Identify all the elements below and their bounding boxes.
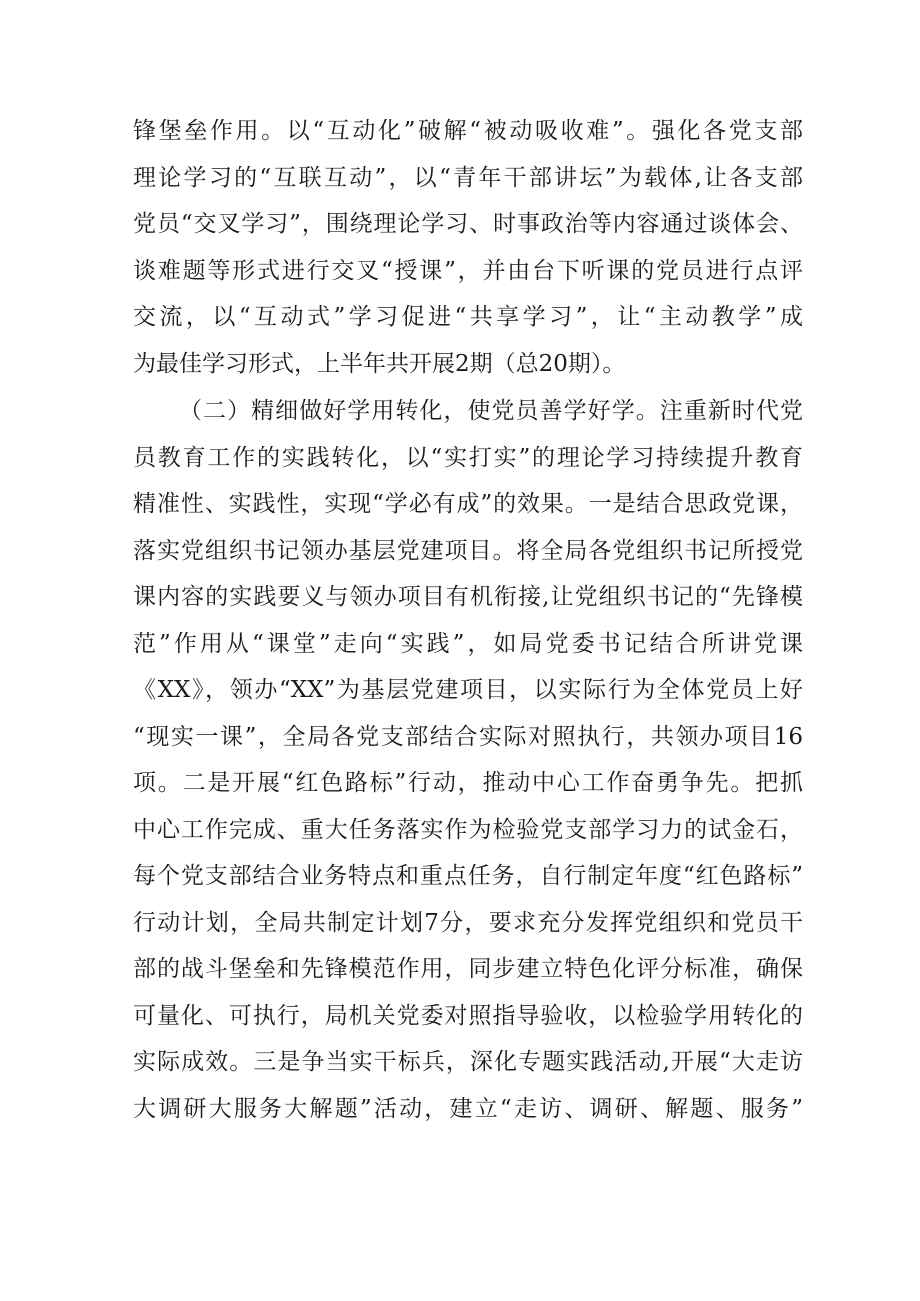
paragraph-line: 锋堡垒作用。以“互动化”破解“被动吸收难”。强化各党支部 <box>133 118 803 144</box>
paragraph-line: 落实党组织书记领办基层党建项目。将全局各党组织书记所授党 <box>133 537 803 564</box>
section-heading-line: （二）精细做好学用转化，使党员善学好学。注重新时代党 <box>179 398 803 424</box>
paragraph-line: 精准性、实践性，实现“学必有成”的效果。一是结合思政党课， <box>133 491 803 517</box>
paragraph-line: 谈难题等形式进行交叉“授课”，并由台下听课的党员进行点评 <box>133 257 803 284</box>
paragraph-line: 理论学习的“互联互动”，以“青年干部讲坛”为载体,让各支部 <box>133 164 803 191</box>
paragraph-line: 课内容的实践要义与领办项目有机衔接,让党组织书记的“先锋模 <box>133 584 803 610</box>
paragraph-line: 员教育工作的实践转化，以“实打实”的理论学习持续提升教育 <box>133 444 803 471</box>
paragraph-line: 为最佳学习形式，上半年共开展2期（总20期）。 <box>133 350 626 377</box>
paragraph-line: 每个党支部结合业务特点和重点任务，自行制定年度“红色路标” <box>133 863 803 889</box>
paragraph-line: 大调研大服务大解题”活动，建立“走访、调研、解题、服务” <box>133 1095 803 1122</box>
paragraph-line: “现实一课”，全局各党支部结合实际对照执行，共领办项目16 <box>133 723 803 750</box>
paragraph-line: 可量化、可执行，局机关党委对照指导验收，以检验学用转化的 <box>133 1002 803 1029</box>
paragraph-line: 中心工作完成、重大任务落实作为检验党支部学习力的试金石， <box>133 816 803 843</box>
paragraph-line: 项。二是开展“红色路标”行动，推动中心工作奋勇争先。把抓 <box>133 770 803 796</box>
paragraph-line: 实际成效。三是争当实干标兵，深化专题实践活动,开展“大走访 <box>133 1049 803 1075</box>
paragraph-line: 党员“交叉学习”，围绕理论学习、时事政治等内容通过谈体会、 <box>133 211 803 237</box>
paragraph-line: 《XX》，领办“XX”为基层党建项目，以实际行为全体党员上好 <box>133 677 803 703</box>
paragraph-learning-transformation <box>133 388 803 1132</box>
paragraph-interactive-learning <box>133 108 803 387</box>
paragraph-line: 交流，以“互动式”学习促进“共享学习”，让“主动教学”成 <box>133 304 803 330</box>
paragraph-line: 行动计划，全局共制定计划7分，要求充分发挥党组织和党员干 <box>133 909 803 936</box>
paragraph-line: 范”作用从“课堂”走向“实践”，如局党委书记结合所讲党课 <box>133 630 803 657</box>
paragraph-line: 部的战斗堡垒和先锋模范作用，同步建立特色化评分标准，确保 <box>133 956 803 982</box>
